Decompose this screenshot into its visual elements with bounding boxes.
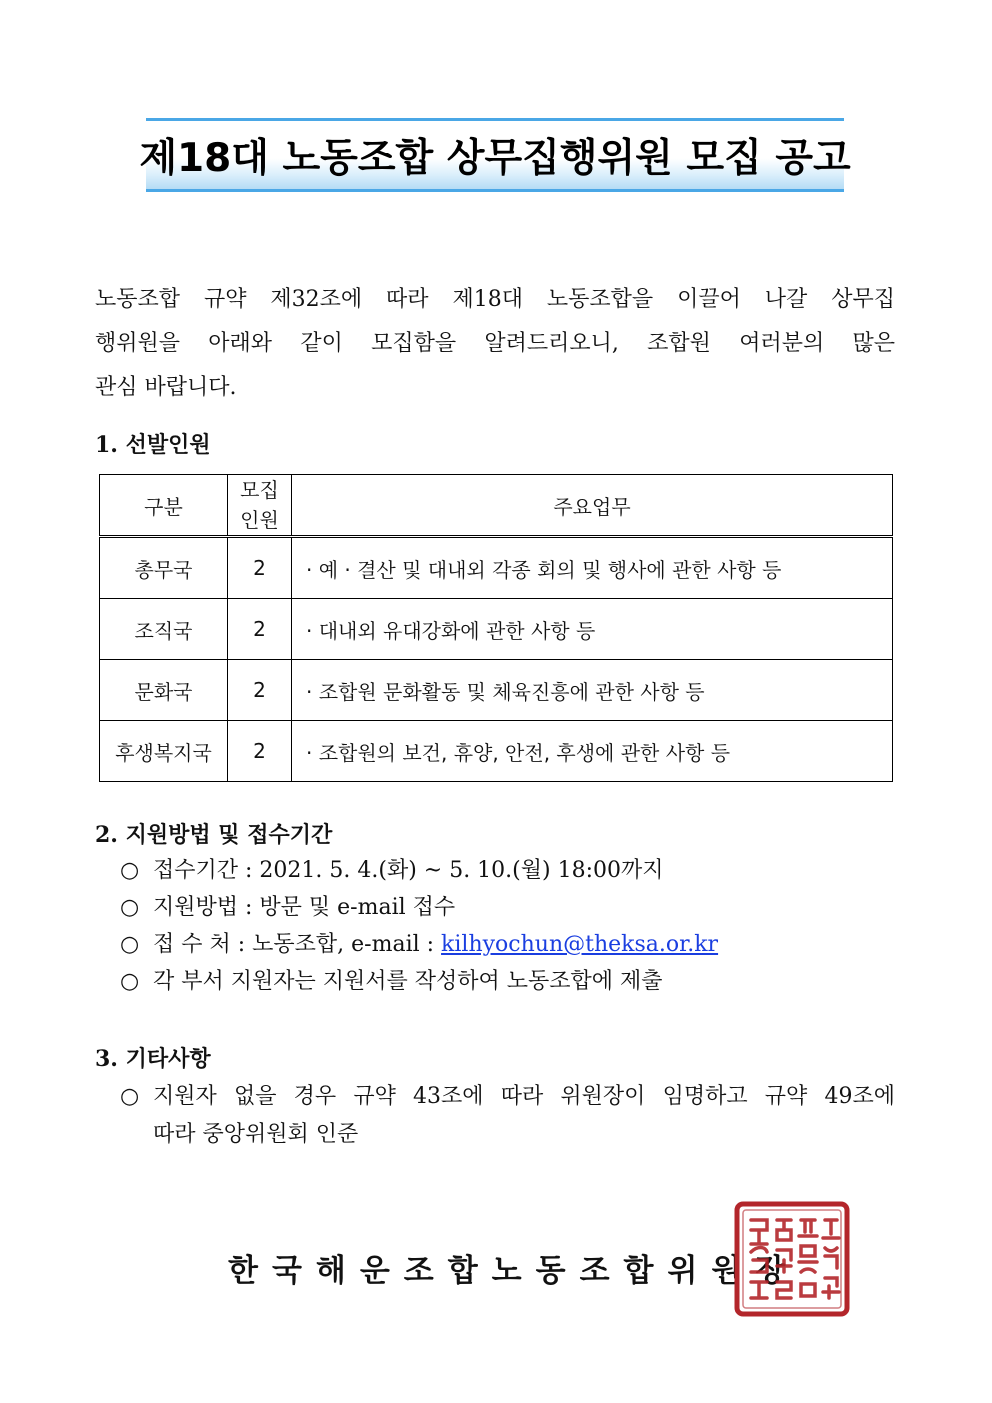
row-dept: 문화국: [100, 660, 228, 721]
section-1-title: 1. 선발인원: [95, 432, 211, 458]
row-duty: · 대내외 유대강화에 관한 사항 등: [292, 599, 893, 660]
title-banner: [139, 118, 851, 192]
table-row: [100, 537, 893, 599]
header-count-line-1: 모집: [240, 478, 279, 502]
circle-bullet-icon: ○: [120, 932, 140, 957]
circle-bullet-icon: ○: [120, 895, 140, 920]
method-text: 지원방법 : 방문 및 e-mail 접수: [153, 895, 456, 920]
circle-bullet-icon: ○: [120, 969, 140, 994]
table-header-row: [100, 475, 893, 537]
table-row: [100, 599, 893, 660]
list-item: [120, 963, 718, 1000]
list-item: [120, 852, 718, 889]
row-dept: 조직국: [100, 599, 228, 660]
row-dept: 총무국: [100, 537, 228, 599]
application-info-list: [120, 852, 718, 1000]
submit-text: 각 부서 지원자는 지원서를 작성하여 노동조합에 제출: [153, 969, 663, 994]
period-text: 접수기간 : 2021. 5. 4.(화) ~ 5. 10.(월) 18:00까지: [153, 858, 664, 883]
signature: 한국해운조합노동조합위원장: [228, 1253, 800, 1289]
table-row: [100, 660, 893, 721]
circle-bullet-icon: ○: [120, 1084, 140, 1109]
email-link[interactable]: kilhyochun@theksa.or.kr: [441, 932, 719, 957]
row-dept: 후생복지국: [100, 721, 228, 782]
etc-line-1: 지원자 없을 경우 규약 43조에 따라 위원장이 임명하고 규약 49조에: [153, 1084, 895, 1109]
intro-paragraph: [95, 278, 895, 410]
header-dept: 구분: [100, 475, 228, 537]
header-duty: 주요업무: [292, 475, 893, 537]
list-item: [120, 889, 718, 926]
intro-line-3: 관심 바랍니다.: [95, 375, 237, 400]
header-count-line-2: 인원: [240, 508, 279, 532]
table-row: [100, 721, 893, 782]
section-3-title: 3. 기타사항: [95, 1046, 211, 1072]
recruitment-table: [99, 474, 893, 782]
intro-line-1: 노동조합 규약 제32조에 따라 제18대 노동조합을 이끌어 나갈 상무집: [95, 287, 895, 312]
row-count: 2: [228, 599, 292, 660]
row-count: 2: [228, 660, 292, 721]
row-duty: · 조합원 문화활동 및 체육진흥에 관한 사항 등: [292, 660, 893, 721]
etc-note: [120, 1078, 895, 1154]
section-2-title: 2. 지원방법 및 접수기간: [95, 822, 333, 848]
row-count: 2: [228, 721, 292, 782]
row-duty: · 예 · 결산 및 대내외 각종 회의 및 행사에 관한 사항 등: [292, 537, 893, 599]
row-duty: · 조합원의 보건, 휴양, 안전, 후생에 관한 사항 등: [292, 721, 893, 782]
intro-line-2: 행위원을 아래와 같이 모집함을 알려드리오니, 조합원 여러분의 많은: [95, 331, 895, 356]
page-title: 제18대 노동조합 상무집행위원 모집 공고: [139, 136, 851, 181]
place-text: 접 수 처 : 노동조합, e-mail :: [153, 932, 442, 957]
official-seal-icon: [733, 1200, 851, 1318]
circle-bullet-icon: ○: [120, 858, 140, 883]
list-item: [120, 926, 718, 963]
etc-line-2: 따라 중앙위원회 인준: [153, 1122, 359, 1147]
header-count: [228, 475, 292, 537]
row-count: 2: [228, 537, 292, 599]
